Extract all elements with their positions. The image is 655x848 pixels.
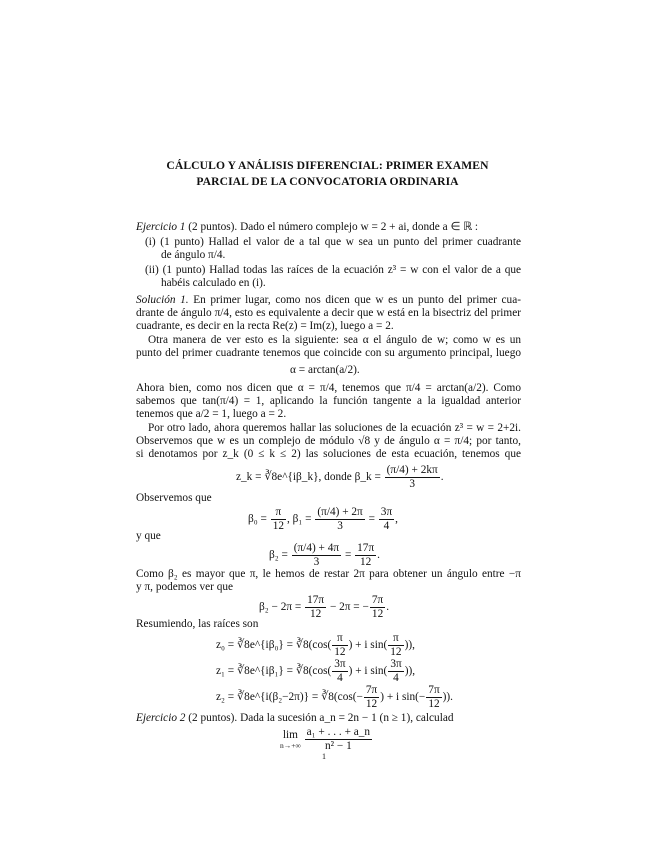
- solution-paragraph-3: Ahora bien, como nos dicen que α = π/4, tenemos que π/4 = arctan(a/2). Como: [136, 382, 521, 394]
- solution-line: y π, podemos ver que: [136, 581, 233, 593]
- solution-line: sabemos que tan(π/4) = 1, aplicando la función tangente a la igualdad anterior: [136, 395, 521, 407]
- solution-line: si denotamos por z_k (0 ≤ k ≤ 2) las soluciones de esta ecuación, tenemos que: [136, 448, 521, 460]
- page-number: 1: [322, 752, 326, 761]
- equation-z1: z₁ = ∛8e^{iβ₁} = ∛8(cos( $\frac{3\pi}{4}$ ) + i sin( $\frac{3\pi}{4}$ )),: [216, 658, 416, 684]
- title-line-2: PARCIAL DE LA CONVOCATORIA ORDINARIA: [196, 175, 459, 188]
- solution-line: tenemos que a/2 = 1, luego a = 2.: [136, 408, 287, 420]
- solution-paragraph-2: Otra manera de ver esto es la siguiente: sea α el ángulo de w; como w es un: [148, 334, 521, 346]
- exercise-1-part-i: (i) (1 punto) Hallad el valor de a tal que w sea un punto del primer cuadrante: [145, 236, 521, 248]
- solution-paragraph-5: Como β₂ es mayor que π, le hemos de restar 2π para obtener un ángulo entre −π: [136, 568, 521, 580]
- title-line-1: CÁLCULO Y ANÁLISIS DIFERENCIAL: PRIMER EXAMEN: [166, 159, 489, 172]
- y-que-line: y que: [136, 530, 161, 542]
- equation-limit: lim n→+∞ $\frac{\text{a₁ + . . . + a\_n}}{\text{n² − 1}}$: [280, 726, 371, 752]
- equation-beta2-reduced: β₂ − 2π = $\frac{17\pi}{12}$ − 2π = − $\frac{7\pi}{12}$ .: [259, 594, 390, 620]
- solution-line: Observemos que w es un complejo de módulo √8 y de ángulo α = π/4; por tanto,: [136, 435, 521, 447]
- equation-zk: z_k = ∛8e^{iβ_k}, donde β_k = $\frac{(\pi/4) + 2k\pi}{3}$ .: [236, 464, 444, 490]
- equation-beta0-beta1: β₀ = $\frac{\pi}{12}$ , β₁ = $\frac{(\pi/4) + 2\pi}{3}$ = $\frac{3\pi}{4}$ ,: [248, 506, 398, 532]
- solution-line: drante de ángulo π/4, esto es equivalente a decir que w está en la bisectriz del primer: [136, 307, 521, 319]
- solution-paragraph-1: Solución 1. En primer lugar, como nos dicen que w es un punto del primer cua-: [136, 294, 521, 306]
- observemos-line: Observemos que: [136, 492, 212, 504]
- equation-alpha: α = arctan(a/2).: [290, 364, 360, 376]
- solution-paragraph-4: Por otro lado, ahora queremos hallar las soluciones de la ecuación z³ = w = 2+2i.: [148, 422, 521, 434]
- exercise-1-part-ii: (ii) (1 punto) Hallad todas las raíces de la ecuación z³ = w con el valor de a que: [145, 264, 521, 276]
- exercise-1-statement: Ejercicio 1 (2 puntos). Dado el número complejo w = 2 + ai, donde a ∈ ℝ :: [136, 221, 479, 233]
- exercise-2-statement: Ejercicio 2 (2 puntos). Dada la sucesión a_n = 2n − 1 (n ≥ 1), calculad: [136, 712, 454, 724]
- equation-z0: z₀ = ∛8e^{iβ₀} = ∛8(cos( $\frac{\pi}{12}$ ) + i sin( $\frac{\pi}{12}$ )),: [216, 632, 415, 658]
- exercise-1-part-i-cont: de ángulo π/4.: [161, 249, 226, 261]
- resumiendo-line: Resumiendo, las raíces son: [136, 618, 259, 630]
- solution-line: punto del primer cuadrante tenemos que coincide con su argumento principal, luego: [136, 347, 521, 359]
- exercise-1-part-ii-cont: habéis calculado en (i).: [161, 277, 266, 289]
- solution-line: cuadrante, es decir en la recta Re(z) = Im(z), luego a = 2.: [136, 320, 394, 332]
- equation-z2: z₂ = ∛8e^{i(β₂−2π)} = ∛8(cos(− $\frac{7\pi}{12}$ ) + i sin(− $\frac{7\pi}{12}$ )).: [216, 684, 454, 710]
- equation-beta2: β₂ = $\frac{(\pi/4) + 4\pi}{3}$ = $\frac{17\pi}{12}$ .: [269, 542, 380, 568]
